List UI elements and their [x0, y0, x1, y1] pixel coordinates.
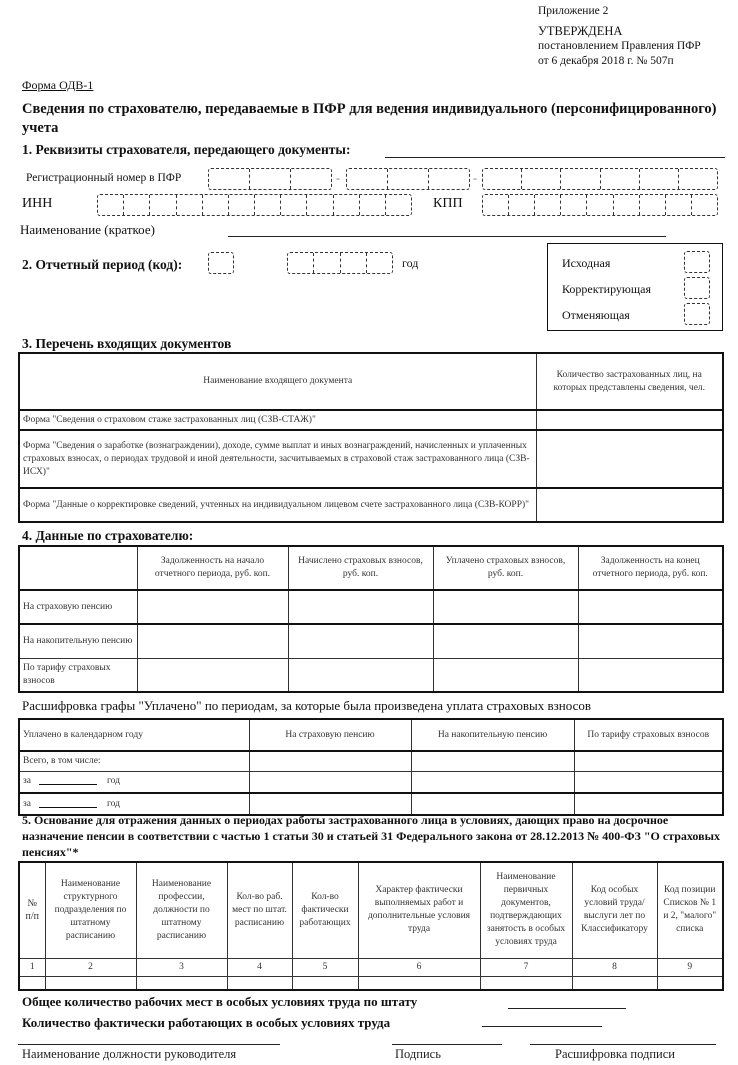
table-row: [19, 430, 723, 488]
value-cell[interactable]: [227, 976, 292, 990]
value-cell[interactable]: [288, 590, 433, 624]
value-cell[interactable]: [572, 976, 657, 990]
count-input[interactable]: [536, 430, 723, 488]
value-cell[interactable]: [136, 976, 227, 990]
reg-separator-1: -: [336, 171, 340, 185]
value-cell[interactable]: [433, 624, 578, 658]
col-document-name: Наименование входящего документа: [19, 353, 536, 410]
col-number: 1: [19, 958, 45, 976]
doc-szv-iskh: Форма "Сведения о заработке (вознаграждении), доходе, сумме выплат и иных вознаграждений, начисленных и уплаченных страховых взносах, о периодах трудовой и иной деятельности, засчитываемых в страховой стаж застрахованного лица (СЗВ-ИСХ)": [19, 430, 536, 488]
col-debt-start: Задолженность на начало отчетного периода, руб. коп.: [137, 546, 288, 590]
total-places-input[interactable]: [508, 1008, 626, 1009]
special-conditions-table: [18, 861, 724, 991]
form-code: Форма ОДВ-1: [22, 78, 94, 92]
table-row: [19, 410, 723, 430]
kpp-label: КПП: [433, 196, 463, 211]
period-code-input[interactable]: [208, 252, 234, 274]
col-bd-funded: На накопительную пенсию: [411, 719, 574, 751]
row-year-1: [19, 771, 249, 793]
reg-separator-2: -: [473, 171, 477, 185]
value-cell[interactable]: [480, 976, 572, 990]
row-funded-pension: На накопительную пенсию: [19, 624, 137, 658]
value-cell[interactable]: [578, 590, 723, 624]
approved-label: УТВЕРЖДЕНА: [538, 24, 623, 38]
value-cell[interactable]: [292, 976, 358, 990]
value-cell[interactable]: [578, 624, 723, 658]
value-cell[interactable]: [137, 624, 288, 658]
value-cell[interactable]: [433, 658, 578, 692]
form-type-box: [547, 243, 723, 331]
value-cell[interactable]: [411, 771, 574, 793]
appendix-label: Приложение 2: [538, 5, 609, 17]
head-position-line[interactable]: [18, 1044, 280, 1045]
col-number: 9: [657, 958, 723, 976]
section1-underline: [385, 157, 725, 158]
signature-decode-line[interactable]: [530, 1044, 716, 1045]
table-row: [19, 624, 723, 658]
col-number: 8: [572, 958, 657, 976]
col-num: № п/п: [19, 862, 45, 958]
value-cell[interactable]: [288, 624, 433, 658]
approved-by: постановлением Правления ПФР: [538, 40, 701, 52]
value-cell[interactable]: [45, 976, 136, 990]
value-cell[interactable]: [433, 590, 578, 624]
value-cell[interactable]: [288, 658, 433, 692]
value-cell[interactable]: [574, 771, 723, 793]
reg-number-part3[interactable]: [482, 168, 718, 190]
value-cell[interactable]: [137, 658, 288, 692]
incoming-documents-table: [18, 352, 724, 523]
col-number: 6: [358, 958, 480, 976]
col-actual: Кол-во фактически работающих: [292, 862, 358, 958]
col-places: Кол-во раб. мест по штат. расписанию: [227, 862, 292, 958]
table-row: [19, 751, 723, 771]
col-bd-insurance: На страховую пенсию: [249, 719, 411, 751]
year-label: год: [106, 776, 120, 787]
section5-heading: 5. Основание для отражения данных о периодах работы застрахованного лица в условиях, дающих право на досрочное назначение пенсии в соответствии с частью 1 статьи 30 и статьей 31 Федерального закона от 28.12.2013 № 400-ФЗ "О страховых пенсиях"*: [22, 813, 720, 859]
col-list-position: Код позиции Списков № 1 и 2, "малого" списка: [657, 862, 723, 958]
type-cancelling-label: Отменяющая: [562, 308, 630, 322]
col-paid-year: Уплачено в календарном году: [19, 719, 249, 751]
signature-decode-label: Расшифровка подписи: [555, 1047, 675, 1061]
doc-szv-stazh: Форма "Сведения о страховом стаже застрахованных лиц (СЗВ-СТАЖ)": [19, 410, 536, 430]
col-number: 5: [292, 958, 358, 976]
col-blank: [19, 546, 137, 590]
col-documents: Наименование первичных документов, подтверждающих занятость в особых условиях труда: [480, 862, 572, 958]
table-row: [19, 590, 723, 624]
col-bd-tariff: По тарифу страховых взносов: [574, 719, 723, 751]
actual-workers-label: Количество фактически работающих в особых условиях труда: [22, 1015, 391, 1030]
col-condition-code: Код особых условий труда/ выслуги лет по Классификатору: [572, 862, 657, 958]
value-cell[interactable]: [574, 751, 723, 771]
approved-date: от 6 декабря 2018 г. № 507п: [538, 55, 674, 67]
section2-heading: 2. Отчетный период (код):: [22, 257, 183, 272]
payment-breakdown-table: [18, 718, 724, 816]
for-label: за: [23, 798, 31, 809]
type-corrective-label: Корректирующая: [562, 282, 651, 296]
inn-input[interactable]: [97, 194, 412, 216]
table-row: [19, 976, 723, 990]
year-blank[interactable]: [39, 807, 97, 808]
inn-label: ИНН: [22, 196, 53, 211]
value-cell[interactable]: [249, 771, 411, 793]
year-label: год: [106, 798, 120, 809]
name-label: Наименование (краткое): [20, 222, 155, 237]
col-insured-count: Количество застрахованных лиц, на которых представлены сведения, чел.: [536, 353, 723, 410]
col-accrued: Начислено страховых взносов, руб. коп.: [288, 546, 433, 590]
value-cell[interactable]: [578, 658, 723, 692]
reg-number-label: Регистрационный номер в ПФР: [26, 172, 182, 184]
count-input[interactable]: [536, 410, 723, 430]
column-numbers-row: [19, 958, 723, 976]
year-label: год: [402, 256, 419, 270]
type-corrective-checkbox[interactable]: [684, 277, 710, 299]
table-row: [19, 488, 723, 522]
col-number: 2: [45, 958, 136, 976]
reg-number-part1[interactable]: [208, 168, 332, 190]
approval-block: [538, 4, 701, 69]
breakdown-title: Расшифровка графы "Уплачено" по периодам, за которые была произведена уплата страховых взносов: [22, 698, 591, 713]
type-initial-label: Исходная: [562, 256, 611, 270]
row-tariff: По тарифу страховых взносов: [19, 658, 137, 692]
col-profession: Наименование профессии, должности по штатному расписанию: [136, 862, 227, 958]
col-number: 7: [480, 958, 572, 976]
type-initial-checkbox[interactable]: [684, 251, 710, 273]
col-department: Наименование структурного подразделения по штатному расписанию: [45, 862, 136, 958]
kpp-input[interactable]: [482, 194, 718, 216]
value-cell[interactable]: [249, 751, 411, 771]
reg-number-part2[interactable]: [346, 168, 470, 190]
col-number: 3: [136, 958, 227, 976]
actual-workers-input[interactable]: [482, 1026, 602, 1027]
count-input[interactable]: [536, 488, 723, 522]
row-total: Всего, в том числе:: [19, 751, 249, 771]
table-row: [19, 658, 723, 692]
col-work-nature: Характер фактически выполняемых работ и дополнительные условия труда: [358, 862, 480, 958]
value-cell[interactable]: [657, 976, 723, 990]
section1-heading: 1. Реквизиты страхователя, передающего документы:: [22, 142, 351, 157]
col-number: 4: [227, 958, 292, 976]
table-row: [19, 771, 723, 793]
col-paid: Уплачено страховых взносов, руб. коп.: [433, 546, 578, 590]
row-insurance-pension: На страховую пенсию: [19, 590, 137, 624]
type-cancelling-checkbox[interactable]: [684, 303, 710, 325]
col-debt-end: Задолженность на конец отчетного периода, руб. коп.: [578, 546, 723, 590]
signature-label: Подпись: [395, 1047, 441, 1061]
section3-heading: 3. Перечень входящих документов: [22, 336, 232, 351]
section4-heading: 4. Данные по страхователю:: [22, 528, 194, 543]
head-position-label: Наименование должности руководителя: [22, 1047, 237, 1061]
page-title: Сведения по страхователю, передаваемые в ПФР для ведения индивидуального (персонифицированного) учета: [22, 101, 717, 136]
for-label: за: [23, 776, 31, 787]
value-cell[interactable]: [137, 590, 288, 624]
total-places-label: Общее количество рабочих мест в особых условиях труда по штату: [22, 994, 418, 1009]
name-input-line[interactable]: [228, 236, 666, 237]
value-cell[interactable]: [19, 976, 45, 990]
year-blank[interactable]: [39, 784, 97, 785]
signature-line[interactable]: [392, 1044, 502, 1045]
value-cell[interactable]: [358, 976, 480, 990]
year-input[interactable]: [287, 252, 393, 274]
doc-szv-korr: Форма "Данные о корректировке сведений, учтенных на индивидуальном лицевом счете застрахованного лица (СЗВ-КОРР)": [19, 488, 536, 522]
insurer-data-table: [18, 545, 724, 693]
value-cell[interactable]: [411, 751, 574, 771]
